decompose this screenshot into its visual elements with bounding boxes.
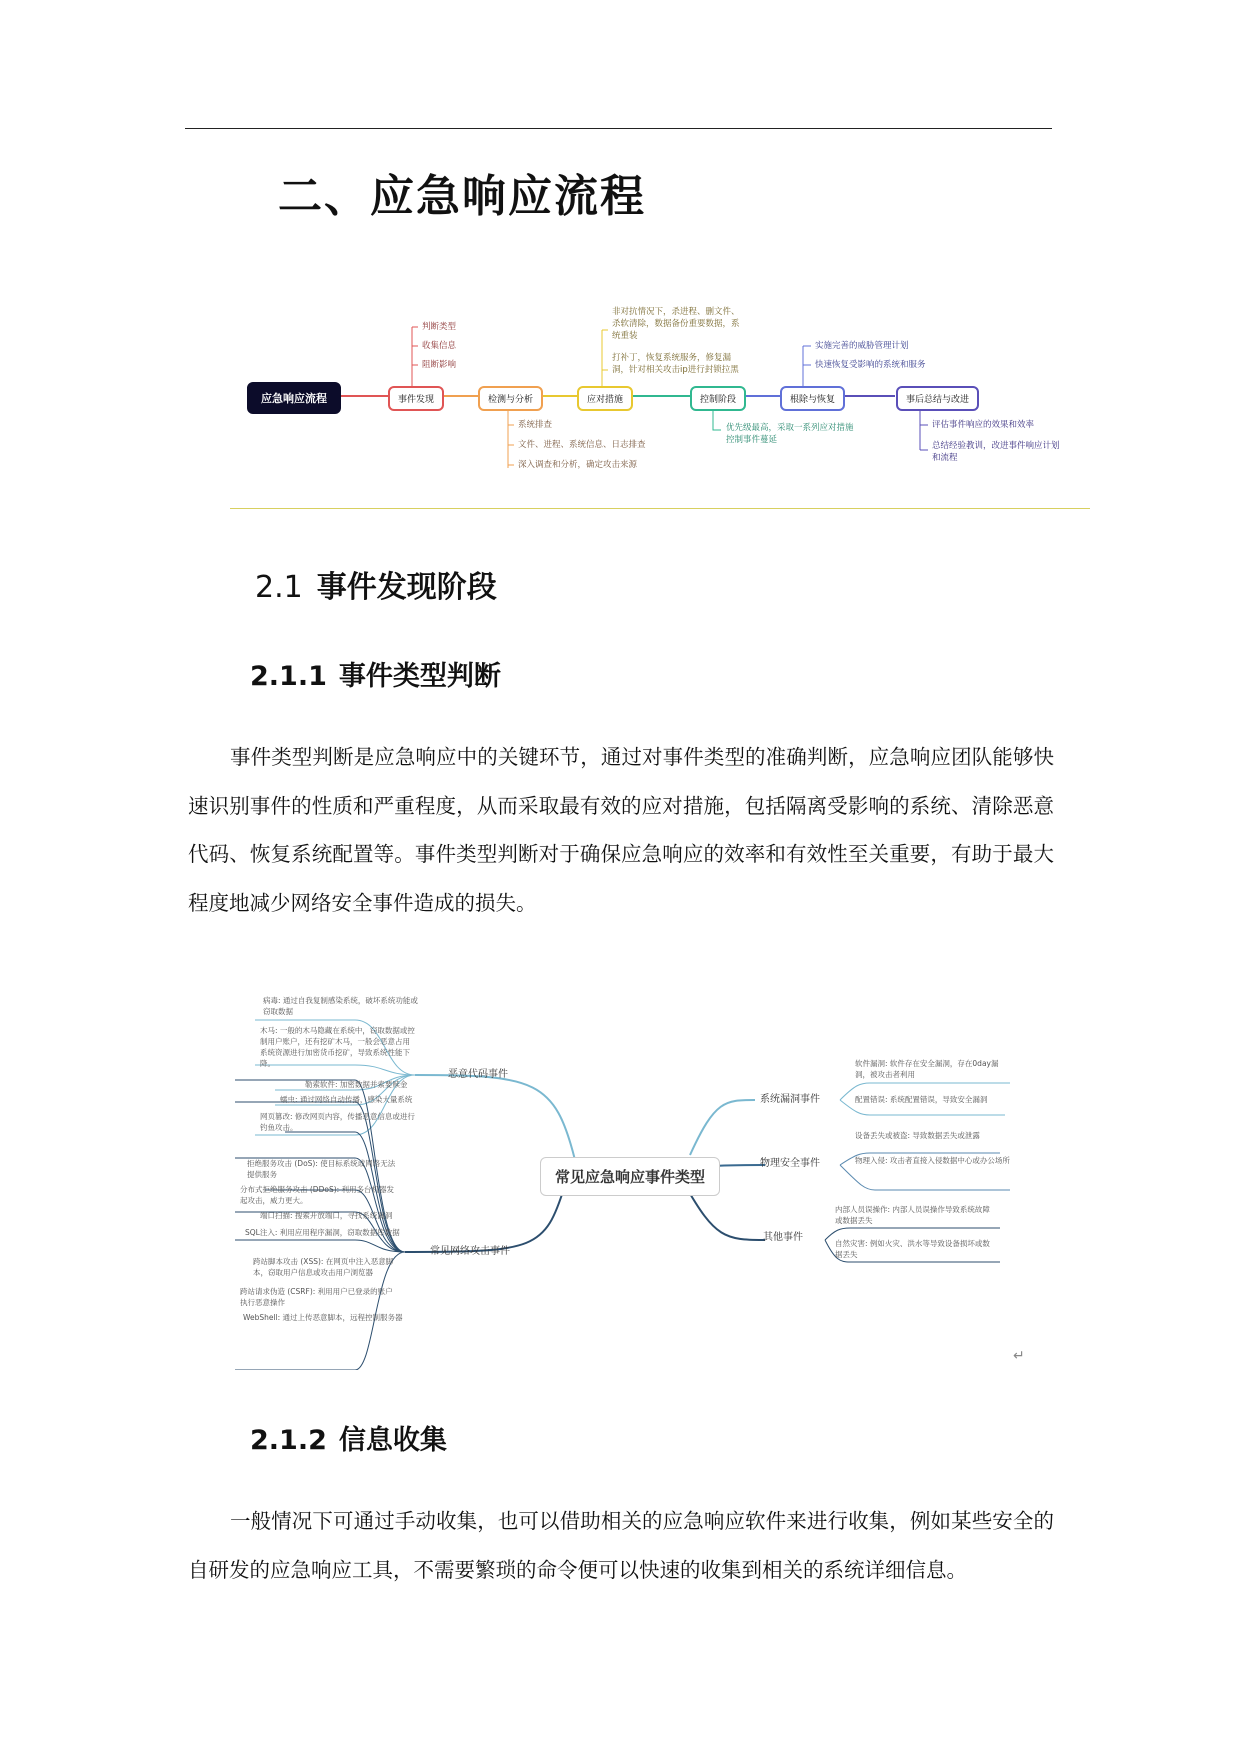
stage-node: 控制阶段 <box>690 386 746 411</box>
category-label: 常见网络攻击事件 <box>430 1246 510 1257</box>
type-item: 分布式拒绝服务攻击 (DDoS): 利用多台机器发起攻击，威力更大。 <box>240 1185 395 1205</box>
paragraph: 一般情况下可通过手动收集，也可以借助相关的应急响应软件来进行收集，例如某些安全的自研发的应急响应工具，不需要繁琐的命令便可以快速的收集到相关的系统详细信息。 <box>188 1509 1054 1582</box>
flow-mindmap <box>240 300 1090 480</box>
type-item: 设备丢失或被盗: 导致数据丢失或泄露 <box>855 1131 980 1140</box>
section-title: 事件类型判断 <box>338 661 501 692</box>
stage-item: 评估事件响应的效果和效率 <box>932 420 1035 430</box>
type-item: 木马: 一般的木马隐藏在系统中，窃取数据或控制用户账户，还有挖矿木马，一般会恶意占用系统资源进行加密货币挖矿，导致系统性能下降。 <box>260 1026 415 1068</box>
category-label: 物理安全事件 <box>760 1158 820 1169</box>
type-item: WebShell: 通过上传恶意脚本，远程控制服务器 <box>243 1313 403 1322</box>
section-number: 2.1.2 <box>250 1425 327 1456</box>
type-item: 端口扫描: 搜索开放端口，寻找系统漏洞 <box>260 1211 393 1220</box>
stage-item: 优先级最高，采取一系列应对措施控制事件蔓延 <box>726 423 854 445</box>
type-item: 勒索软件: 加密数据并索要赎金 <box>305 1080 408 1089</box>
stage-node: 事件发现 <box>388 386 444 411</box>
stage-item: 非对抗情况下，杀进程、删文件、杀软清除，数据备份重要数据，系统重装 <box>612 307 740 341</box>
stage-item: 系统排查 <box>518 420 553 430</box>
type-item: 软件漏洞: 软件存在安全漏洞，存在0day漏洞，被攻击者利用 <box>855 1059 999 1079</box>
type-item: 跨站脚本攻击 (XSS): 在网页中注入恶意脚本，窃取用户信息或攻击用户浏览器 <box>253 1257 394 1277</box>
type-item: 蠕虫: 通过网络自动传播，感染大量系统 <box>280 1095 413 1104</box>
stage-node: 应对措施 <box>577 386 633 411</box>
stage-item: 实施完善的威胁管理计划 <box>815 341 909 351</box>
type-item: 网页篡改: 修改网页内容，传播恶意信息或进行钓鱼攻击。 <box>260 1112 415 1132</box>
stage-item: 收集信息 <box>422 341 457 351</box>
paragraph: 事件类型判断是应急响应中的关键环节，通过对事件类型的准确判断，应急响应团队能够快速识别事件的性质和严重程度，从而采取最有效的应对措施，包括隔离受影响的系统、清除恶意代码、恢复系统配置等。事件类型判断对于确保应急响应的效率和有效性至关重要，有助于最大程度地减少网络安全事件造成的损失。 <box>188 745 1054 915</box>
section-heading-2-1-2 <box>250 1418 447 1457</box>
type-item: 物理入侵: 攻击者直接入侵数据中心或办公场所 <box>855 1156 1010 1165</box>
category-label: 其他事件 <box>763 1232 803 1243</box>
stage-item: 阻断影响 <box>422 360 457 370</box>
stage-item: 打补丁，恢复系统服务，修复漏洞，针对相关攻击ip进行封锁拉黑 <box>612 353 739 375</box>
header-rule <box>185 128 1052 129</box>
stage-node: 检测与分析 <box>478 386 543 411</box>
stage-item: 深入调查和分析，确定攻击来源 <box>518 460 638 470</box>
types-root-node: 常见应急响应事件类型 <box>540 1157 720 1196</box>
stage-item: 文件、进程、系统信息、日志排查 <box>518 440 646 450</box>
section-heading-2-1-1 <box>250 654 501 693</box>
type-item: 拒绝服务攻击 (DoS): 使目标系统或网络无法提供服务 <box>247 1159 396 1179</box>
type-item: 跨站请求伪造 (CSRF): 利用用户已登录的账户执行恶意操作 <box>240 1287 393 1307</box>
section-title: 事件发现阶段 <box>316 570 497 605</box>
type-item: 病毒: 通过自我复制感染系统，破坏系统功能或窃取数据 <box>263 996 418 1016</box>
category-label: 恶意代码事件 <box>448 1069 508 1080</box>
type-item: 内部人员误操作: 内部人员误操作导致系统故障或数据丢失 <box>835 1205 990 1225</box>
chapter-title: 二、应急响应流程 <box>278 171 646 222</box>
type-item: SQL注入: 利用应用程序漏洞，窃取数据库数据 <box>245 1228 400 1237</box>
divider-line <box>230 508 1090 509</box>
stage-node: 事后总结与改进 <box>896 386 979 411</box>
section-number: 2.1.1 <box>250 661 327 692</box>
flow-root-node: 应急响应流程 <box>247 382 341 414</box>
stage-node: 根除与恢复 <box>780 386 845 411</box>
section-number: 2.1 <box>255 570 303 605</box>
section-heading-2-1 <box>255 562 497 606</box>
stage-item: 快速恢复受影响的系统和服务 <box>815 360 926 370</box>
stage-item: 总结经验教训，改进事件响应计划和流程 <box>932 441 1060 463</box>
category-label: 系统漏洞事件 <box>760 1094 820 1105</box>
stage-item: 判断类型 <box>422 322 457 332</box>
types-mindmap <box>235 990 1015 1370</box>
section-title: 信息收集 <box>338 1425 447 1456</box>
paragraph-mark: ↵ <box>1013 1348 1025 1364</box>
type-item: 自然灾害: 例如火灾、洪水等导致设备损坏或数据丢失 <box>835 1239 990 1259</box>
type-item: 配置错误: 系统配置错误，导致安全漏洞 <box>855 1095 988 1104</box>
